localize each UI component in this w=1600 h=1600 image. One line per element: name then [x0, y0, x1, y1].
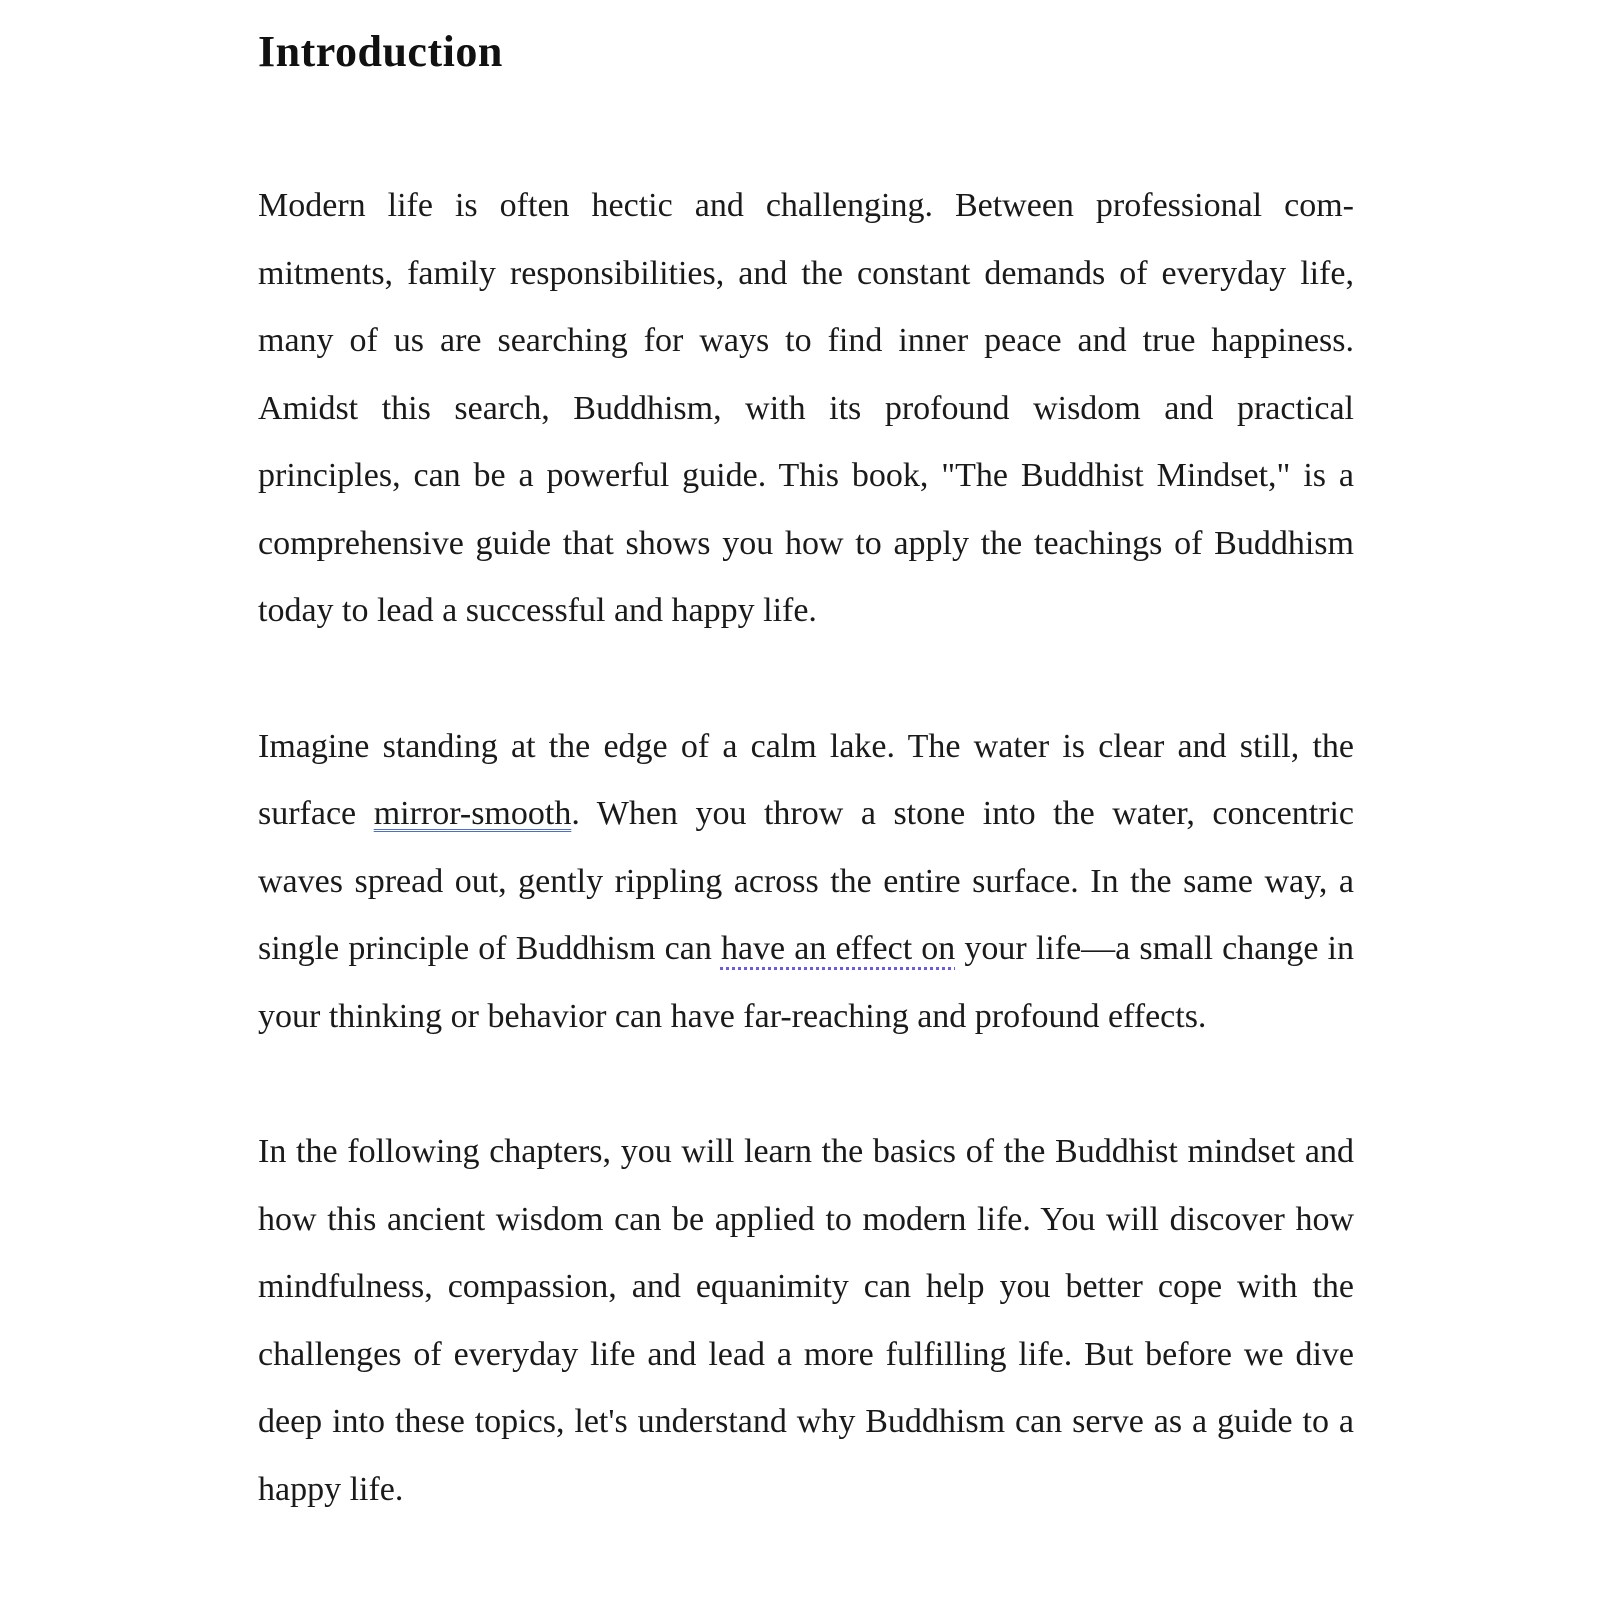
proofing-mark-style[interactable]: have an effect on — [720, 930, 956, 967]
document-page — [258, 0, 1354, 1523]
paragraph-2-text-b: . When you throw a stone into the water, concentric waves spread out, gently rippling across the entire surface. In the same way, a single principle of Buddhism can — [258, 795, 1354, 967]
section-heading: Introduction — [258, 27, 503, 76]
paragraph-1: Modern life is often hectic and challenging. Between professional commitments, family responsibilities, and the constant demands of everyday life, many of us are searching for ways to find inner peace and true happiness. Amidst this search, Buddhism, with its profound wisdom and practical principles, can be a powerful guide. This book, "The Buddhist Mindset," is a comprehensive guide that shows you how to apply the teachings of Buddhism today to lead a successful and happy life. — [258, 187, 1354, 629]
paragraph-3: In the following chapters, you will learn the basics of the Buddhist mindset and how this ancient wisdom can be applied to modern life. You will discover how mindfulness, compassion, and equanimity can help you better cope with the challenges of everyday life and lead a more fulfilling life. But before we dive deep into these topics, let's understand why Buddhism can serve as a guide to a happy life. — [258, 1133, 1354, 1508]
paragraph-2-text-c: your life—a small change in your thinking or behavior can have far-reaching and profound effects. — [258, 930, 1354, 1035]
paragraph-2 — [258, 713, 1354, 1051]
proofing-mark-grammar[interactable]: mirror-smooth — [373, 795, 572, 832]
paragraph-2-text-a: Imagine standing at the edge of a calm lake. The water is clear and still, the surface — [258, 727, 1354, 832]
